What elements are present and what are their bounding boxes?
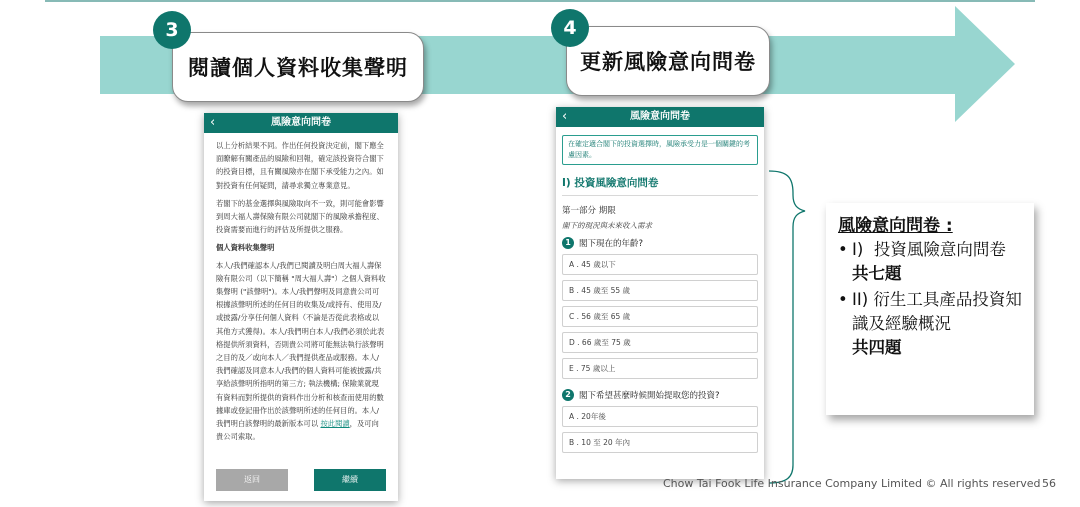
questionnaire-screen-title: 風險意向問卷 [630, 111, 690, 122]
summary-item-1-prefix: I) [852, 240, 864, 259]
summary-title: 風險意向問卷 : [838, 216, 953, 236]
question-2 [562, 389, 758, 401]
page-number: 56 [1042, 477, 1056, 490]
summary-item-1-text: 投資風險意向問卷 [873, 240, 1006, 259]
declaration-body [204, 133, 398, 443]
answer-option[interactable]: D . 66 歲至 75 歲 [562, 332, 758, 353]
questionnaire-screen-header [556, 107, 764, 127]
step-3-title: 閱讀個人資料收集聲明 [188, 56, 408, 80]
bullet-icon: • [838, 240, 848, 259]
answer-option[interactable]: A . 20年後 [562, 406, 758, 427]
questionnaire-summary-box [826, 203, 1034, 415]
declaration-paragraph-3-text: 本人/我們確認本人/我們已閱讀及明白周大福人壽保險有限公司（以下簡稱 "周大福人壽"）之個人資料收集聲明 ("該聲明")。本人/我們聲明及同意貴公司可根據該聲明所述的任何目的收集及/或持有、使用及/或披露/分享任何個人資料（不論是否從此表格或以其他方式獲得)。本人/我們明白本人/我們必須於此表格提供所須資料，否則貴公司將可能無法執行該聲明之目的及／或向本人／我們提供產品或服務。本人/我們確認及同意本人/我們的個人資料可能被披露/共享給該聲明所指明的第三方; 執法機構; 保險業就現有資料而對所提供的資料作出分析和核查而使用的數據庫或登記冊作出於該聲明所述的任何目的。本人/我們明白該聲明的最新版本可以 [216, 260, 386, 429]
step-4-badge: 4 [551, 9, 589, 47]
step-3-badge: 3 [153, 11, 191, 49]
read-here-link[interactable]: 按此閱讀 [320, 419, 350, 429]
back-chevron-icon[interactable]: ‹ [210, 115, 216, 130]
declaration-section-heading: 個人資料收集聲明 [216, 243, 275, 253]
summary-item-2 [838, 288, 1022, 360]
declaration-paragraph-1: 以上分析結果不同。作出任何投資決定前，閣下應全面瞭解有關產品的風險和回報，確定該投資符合閣下的投資目標，且有關風險亦在閣下承受能力之內。如對投資有任何疑問，請尋求獨立專業意見。 [216, 141, 384, 190]
declaration-paragraph-3-end: ，及可向貴公司索取。 [216, 419, 379, 442]
questionnaire-section-title: I) 投資風險意向問卷 [562, 175, 758, 196]
answer-option[interactable]: C . 56 歲至 65 歲 [562, 306, 758, 327]
questionnaire-sub-title: 閣下的現況與未來收入需求 [562, 221, 652, 230]
declaration-paragraph-2: 若閣下的基金選擇與風險取向不一致，則可能會影響到周大福人壽保險有限公司就閣下的風險承擔程度、投資需要而進行的評估及所提供之服務。 [216, 198, 384, 235]
answer-option[interactable]: A . 45 歲以下 [562, 254, 758, 275]
summary-item-1-count: 共七題 [852, 264, 902, 283]
bullet-icon: • [838, 290, 848, 309]
step-3-title-box [172, 32, 424, 102]
declaration-screen-header [204, 113, 398, 133]
summary-item-2-content [852, 288, 1022, 360]
answer-option[interactable]: B . 45 歲至 55 歲 [562, 280, 758, 301]
question-text: 閣下希望甚麼時候開始提取您的投資? [579, 391, 720, 401]
question-1 [562, 237, 758, 249]
summary-item-2-count: 共四題 [852, 338, 902, 357]
declaration-paragraph-3 [216, 259, 386, 444]
summary-item-2-text: 衍生工具產品投資知識及經驗概況 [852, 290, 1022, 333]
summary-item-1 [838, 238, 1022, 286]
back-button[interactable]: 返回 [216, 469, 288, 491]
continue-button[interactable]: 繼續 [314, 469, 386, 491]
summary-item-2-prefix: II) [852, 290, 869, 309]
brace-connector [765, 165, 825, 485]
question-text: 閣下現在的年齡? [579, 239, 644, 249]
risk-note: 在確定適合閣下的投資選擇時，風險承受力是一個關鍵的考慮因素。 [562, 135, 758, 165]
back-chevron-icon[interactable]: ‹ [562, 109, 568, 124]
question-number: 1 [562, 237, 574, 249]
questionnaire-part-title: 第一部分 期限 [562, 206, 616, 216]
step-4-title-box [566, 26, 770, 96]
answer-option[interactable]: E . 75 歲以上 [562, 358, 758, 379]
questionnaire-screen [556, 107, 764, 479]
footer-copyright: Chow Tai Fook Life Insurance Company Limited © All rights reserved [663, 477, 1041, 490]
summary-item-1-content [852, 238, 1006, 286]
step-4-title: 更新風險意向問卷 [580, 50, 756, 74]
declaration-screen [204, 113, 398, 501]
declaration-screen-title: 風險意向問卷 [271, 117, 331, 128]
question-number: 2 [562, 389, 574, 401]
answer-option[interactable]: B . 10 至 20 年內 [562, 432, 758, 453]
declaration-buttons [216, 469, 386, 491]
